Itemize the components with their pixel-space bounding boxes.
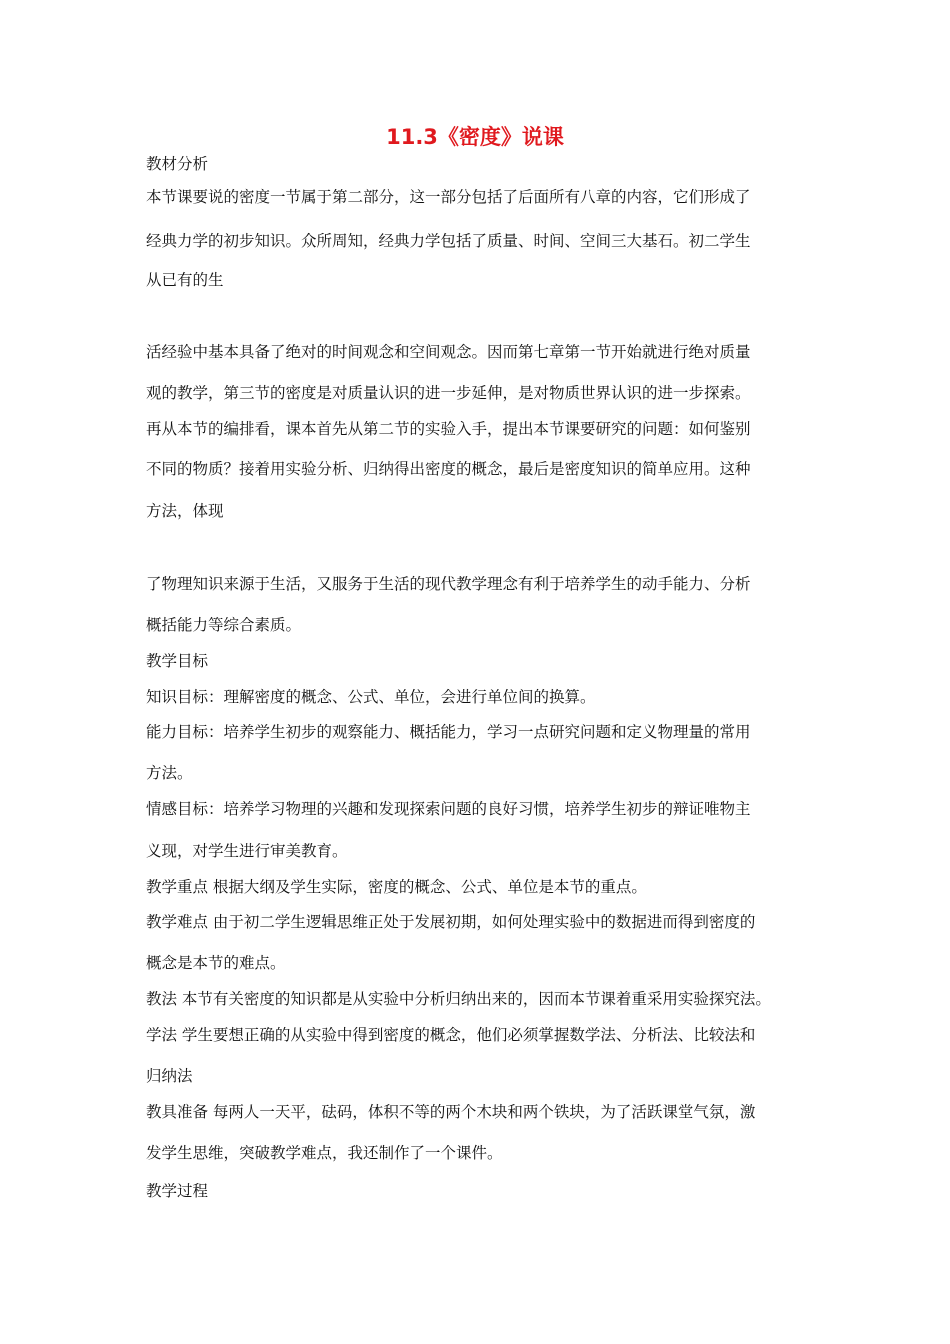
paragraph-line: 不同的物质？接着用实验分析、归纳得出密度的概念，最后是密度知识的简单应用。这种 <box>146 460 751 478</box>
paragraph-line: 归纳法 <box>146 1067 193 1085</box>
paragraph-line: 概念是本节的难点。 <box>146 954 286 972</box>
paragraph-line: 能力目标：培养学生初步的观察能力、概括能力，学习一点研究问题和定义物理量的常用 <box>146 723 751 741</box>
paragraph-line: 教学重点 根据大纲及学生实际，密度的概念、公式、单位是本节的重点。 <box>146 878 647 896</box>
paragraph-line: 活经验中基本具备了绝对的时间观念和空间观念。因而第七章第一节开始就进行绝对质量 <box>146 343 751 361</box>
paragraph-line: 观的教学，第三节的密度是对质量认识的进一步延伸，是对物质世界认识的进一步探索。 <box>146 384 751 402</box>
paragraph-line: 概括能力等综合素质。 <box>146 616 302 634</box>
document-title: 11.3《密度》说课 <box>386 125 564 149</box>
paragraph-line: 教具准备 每两人一天平，砝码，体积不等的两个木块和两个铁块，为了活跃课堂气氛，激 <box>146 1103 756 1121</box>
paragraph-line: 发学生思维，突破教学难点，我还制作了一个课件。 <box>146 1144 503 1162</box>
paragraph-line: 义现，对学生进行审美教育。 <box>146 842 348 860</box>
paragraph-line: 了物理知识来源于生活，又服务于生活的现代教学理念有利于培养学生的动手能力、分析 <box>146 575 751 593</box>
paragraph-line: 知识目标：理解密度的概念、公式、单位，会进行单位间的换算。 <box>146 688 596 706</box>
paragraph-line: 教法 本节有关密度的知识都是从实验中分析归纳出来的，因而本节课着重采用实验探究法。 <box>146 990 771 1008</box>
paragraph-line: 学法 学生要想正确的从实验中得到密度的概念，他们必须掌握数学法、分析法、比较法和 <box>146 1026 756 1044</box>
paragraph-line: 从已有的生 <box>146 271 224 289</box>
paragraph-line: 本节课要说的密度一节属于第二部分，这一部分包括了后面所有八章的内容，它们形成了 <box>146 188 751 206</box>
paragraph-line: 教学难点 由于初二学生逻辑思维正处于发展初期，如何处理实验中的数据进而得到密度的 <box>146 913 756 931</box>
paragraph-line: 方法。 <box>146 764 193 782</box>
paragraph-line: 经典力学的初步知识。众所周知，经典力学包括了质量、时间、空间三大基石。初二学生 <box>146 232 751 250</box>
section-heading-materials: 教材分析 <box>146 155 209 173</box>
paragraph-line: 方法，体现 <box>146 502 224 520</box>
section-heading-process: 教学过程 <box>146 1182 209 1200</box>
paragraph-line: 情感目标：培养学习物理的兴趣和发现探索问题的良好习惯，培养学生初步的辩证唯物主 <box>146 800 751 818</box>
paragraph-line: 再从本节的编排看，课本首先从第二节的实验入手，提出本节课要研究的问题：如何鉴别 <box>146 420 751 438</box>
section-heading-goals: 教学目标 <box>146 652 209 670</box>
